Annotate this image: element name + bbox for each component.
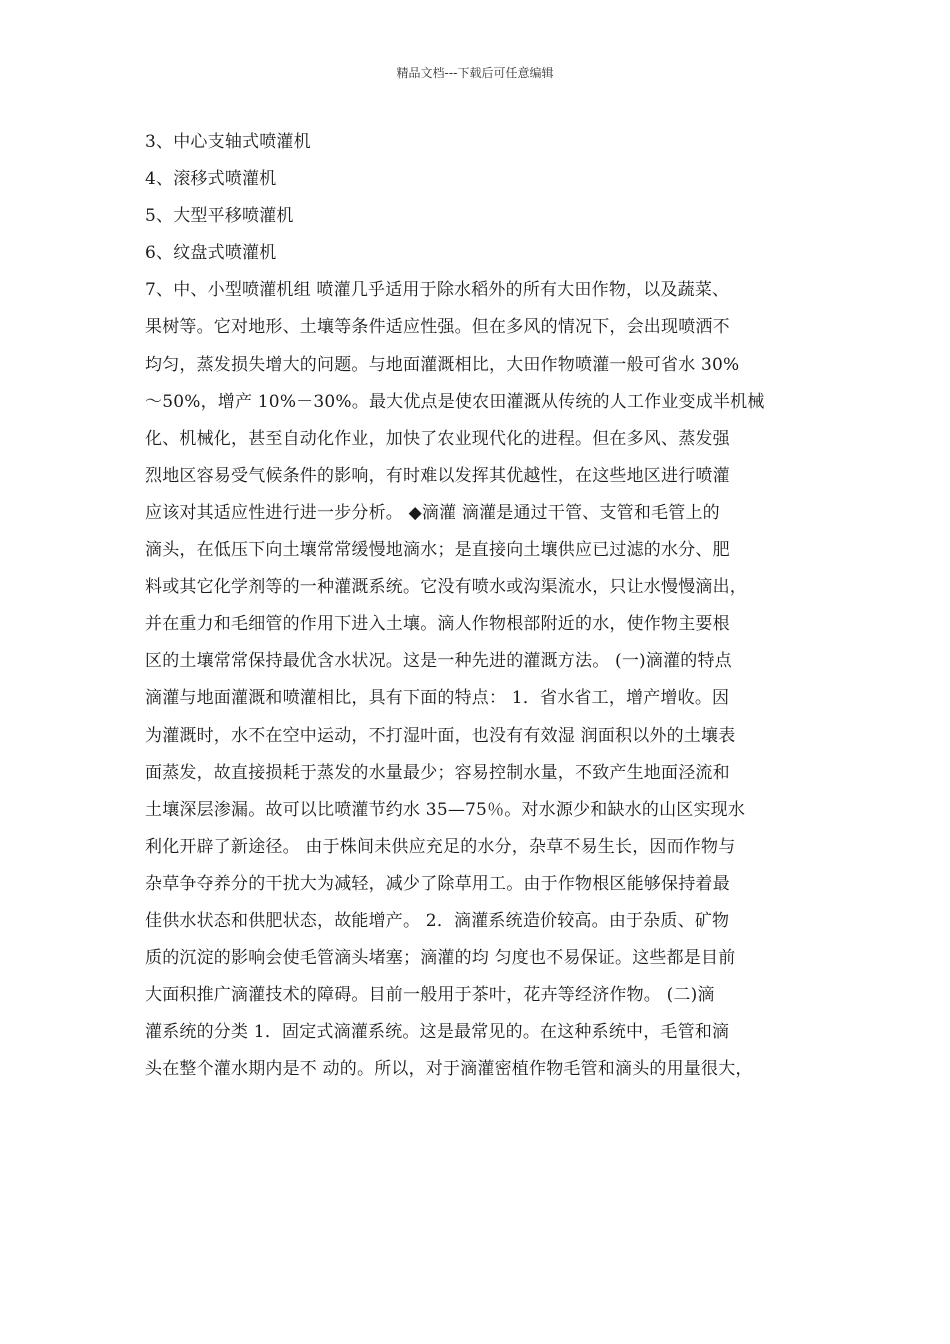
- text-line: 面蒸发，故直接损耗于蒸发的水量最少；容易控制水量，不致产生地面泾流和: [145, 762, 730, 783]
- text-line: 头在整个灌水期内是不 动的。所以，对于滴灌密植作物毛管和滴头的用量很大，: [145, 1059, 753, 1080]
- text-line: 5、大型平移喷灌机: [145, 206, 294, 227]
- text-line: ～50%，增产 10%－30%。最大优点是使农田灌溉从传统的人工作业变成半机械: [145, 391, 765, 412]
- text-line: 为灌溉时，水不在空中运动，不打湿叶面，也没有有效湿 润面积以外的土壤表: [145, 725, 736, 746]
- text-line: 并在重力和毛细管的作用下进入土壤。滴人作物根部附近的水，使作物主要根: [145, 614, 730, 635]
- text-line: 滴头，在低压下向土壤常常缓慢地滴水；是直接向土壤供应已过滤的水分、肥: [145, 540, 730, 561]
- page-header: 精品文档---下载后可任意编辑: [396, 66, 554, 80]
- text-line: 果树等。它对地形、土壤等条件适应性强。但在多风的情况下，会出现喷洒不: [145, 317, 730, 338]
- text-line: 佳供水状态和供肥状态，故能增产。 2．滴灌系统造价较高。由于杂质、矿物: [145, 910, 730, 931]
- text-line: 7、中、小型喷灌机组 喷灌几乎适用于除水稻外的所有大田作物，以及蔬菜、: [145, 280, 730, 301]
- text-line: 应该对其适应性进行进一步分析。 ◆滴灌 滴灌是通过干管、支管和毛管上的: [145, 502, 720, 523]
- text-line: 利化开辟了新途径。 由于株间未供应充足的水分，杂草不易生长，因而作物与: [145, 836, 736, 857]
- text-line: 灌系统的分类 1．固定式滴灌系统。这是最常见的。在这种系统中，毛管和滴: [145, 1022, 730, 1043]
- text-line: 质的沉淀的影响会使毛管滴头堵塞；滴灌的均 匀度也不易保证。这些都是目前: [145, 948, 736, 969]
- text-line: 杂草争夺养分的干扰大为减轻，减少了除草用工。由于作物根区能够保持着最: [145, 873, 730, 894]
- text-line: 4、滚移式喷灌机: [145, 169, 277, 190]
- text-line: 3、中心支轴式喷灌机: [145, 132, 311, 152]
- text-line: 大面积推广滴灌技术的障碍。目前一般用于茶叶，花卉等经济作物。 (二)滴: [145, 985, 715, 1006]
- document-body: [145, 124, 813, 1088]
- text-line: 区的土壤常常保持最优含水状况。这是一种先进的灌溉方法。 (一)滴灌的特点: [145, 651, 732, 672]
- text-line: 均匀，蒸发损失增大的问题。与地面灌溉相比，大田作物喷灌一般可省水 30%: [145, 354, 740, 375]
- text-line: 料或其它化学剂等的一种灌溉系统。它没有喷水或沟渠流水，只让水慢慢滴出，: [145, 577, 747, 598]
- text-line: 烈地区容易受气候条件的影响，有时难以发挥其优越性，在这些地区进行喷灌: [145, 465, 730, 486]
- text-line: 6、纹盘式喷灌机: [145, 243, 277, 264]
- text-line: 化、机械化，甚至自动化作业，加快了农业现代化的进程。但在多风、蒸发强: [145, 428, 730, 449]
- text-line: 滴灌与地面灌溉和喷灌相比，具有下面的特点： 1．省水省工，增产增收。因: [145, 688, 730, 709]
- text-line: 土壤深层渗漏。故可以比喷灌节约水 35—75％。对水源少和缺水的山区实现水: [145, 799, 746, 820]
